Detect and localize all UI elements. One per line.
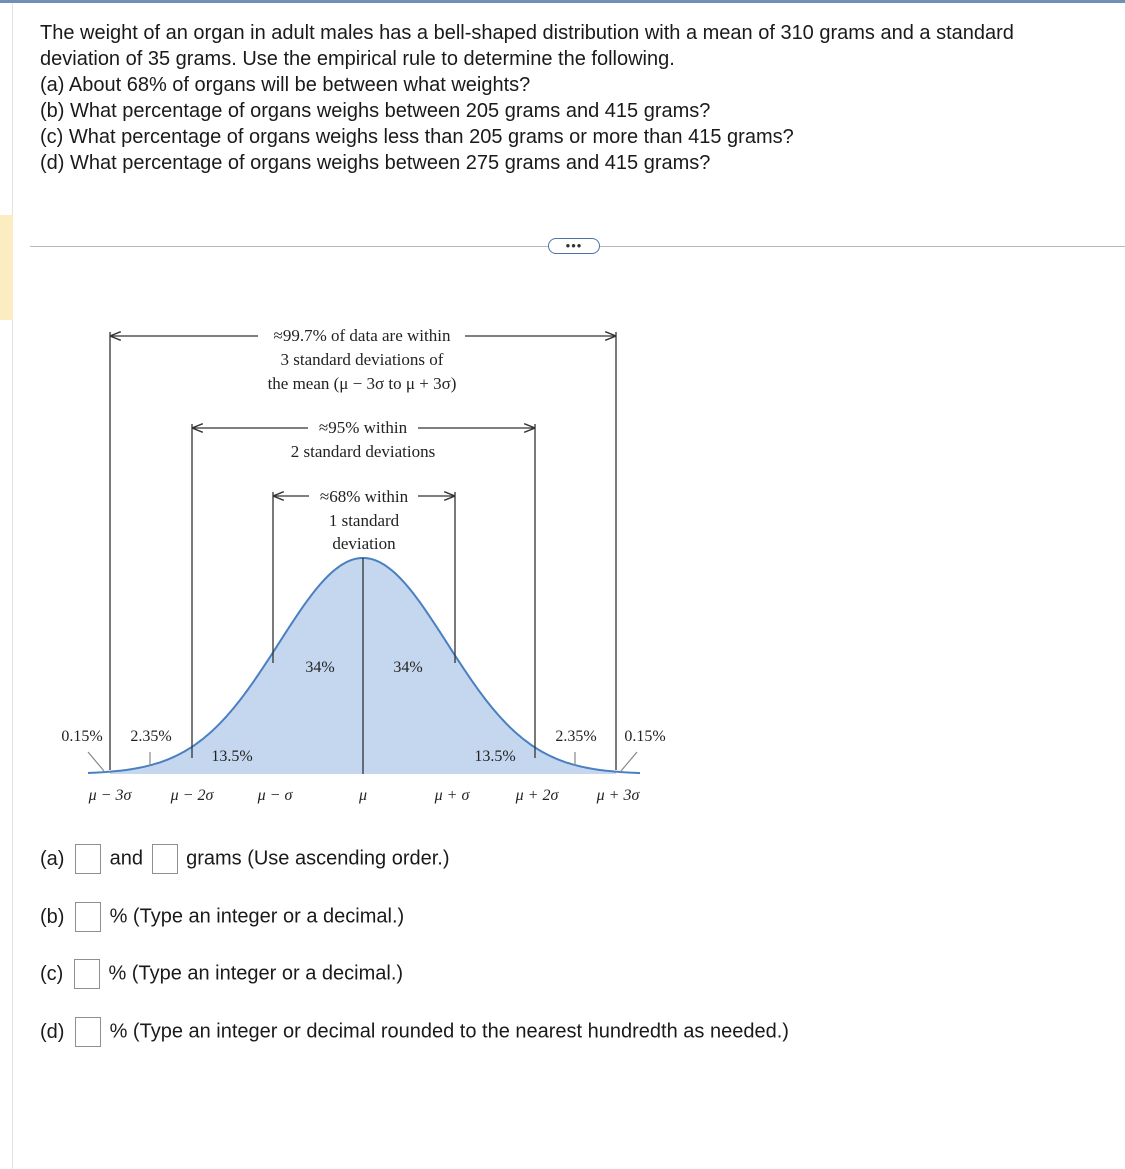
pct-center-left: 34%: [305, 659, 335, 676]
pct-second-right: 2.35%: [555, 728, 597, 745]
tick-minus-1sd: μ − σ: [257, 787, 293, 804]
answer-d-label: (d): [40, 1020, 65, 1043]
label-997-line3: the mean (μ − 3σ to μ + 3σ): [267, 374, 457, 393]
empirical-rule-figure: [0, 300, 720, 820]
question-line-1: The weight of an organ in adult males has a bell-shaped distribution with a mean of 310 grams and a standard: [40, 22, 1014, 44]
question-text: [40, 20, 1110, 176]
label-68-line2: 1 standard: [328, 511, 400, 530]
answer-row-d: [40, 1016, 789, 1046]
answer-a-suffix: grams (Use ascending order.): [186, 847, 450, 870]
answer-a-label: (a): [40, 847, 65, 870]
pct-second-left: 2.35%: [130, 728, 172, 745]
label-997-line2: 3 standard deviations of: [280, 350, 444, 369]
tick-plus-3sd: μ + 3σ: [596, 787, 640, 804]
leader-outer-left: [88, 752, 104, 771]
question-line-d: (d) What percentage of organs weighs between 275 grams and 415 grams?: [40, 152, 711, 174]
answer-row-a: [40, 843, 450, 873]
answer-b-input[interactable]: [75, 902, 101, 932]
answer-b-suffix: % (Type an integer or a decimal.): [109, 905, 405, 928]
answer-c-suffix: % (Type an integer or a decimal.): [108, 962, 404, 985]
tick-mean: μ: [358, 787, 368, 804]
more-options-button[interactable]: •••: [548, 238, 600, 254]
pct-outer-left: 0.15%: [61, 728, 103, 745]
answer-row-b: [40, 901, 404, 931]
label-68-line1: ≈68% within: [319, 487, 409, 506]
answer-a-lower-input[interactable]: [75, 844, 101, 874]
label-95-line2: 2 standard deviations: [290, 442, 436, 461]
answer-a-upper-input[interactable]: [152, 844, 178, 874]
question-line-b: (b) What percentage of organs weighs between 205 grams and 415 grams?: [40, 100, 711, 122]
label-997-line1: ≈99.7% of data are within: [273, 326, 451, 345]
tick-plus-1sd: μ + σ: [434, 787, 470, 804]
answer-c-label: (c): [40, 962, 64, 985]
label-95-line1: ≈95% within: [318, 418, 408, 437]
tick-minus-2sd: μ − 2σ: [170, 787, 214, 804]
answer-d-suffix: % (Type an integer or decimal rounded to the nearest hundredth as needed.): [109, 1020, 789, 1043]
tick-minus-3sd: μ − 3σ: [88, 787, 132, 804]
top-rule: [0, 0, 1125, 3]
question-line-a: (a) About 68% of organs will be between what weights?: [40, 74, 531, 96]
label-68-line3: deviation: [332, 534, 396, 553]
pct-third-left: 13.5%: [211, 748, 253, 765]
leader-outer-right: [621, 752, 637, 771]
question-line-2: deviation of 35 grams. Use the empirical rule to determine the following.: [40, 48, 675, 70]
answer-d-input[interactable]: [75, 1017, 101, 1047]
pct-third-right: 13.5%: [474, 748, 516, 765]
answer-b-label: (b): [40, 905, 65, 928]
answer-c-input[interactable]: [74, 959, 100, 989]
question-line-c: (c) What percentage of organs weighs less than 205 grams or more than 415 grams?: [40, 126, 794, 148]
pct-center-right: 34%: [393, 659, 423, 676]
answer-row-c: [40, 958, 403, 988]
tick-plus-2sd: μ + 2σ: [515, 787, 559, 804]
answer-a-and: and: [109, 847, 143, 870]
pct-outer-right: 0.15%: [624, 728, 666, 745]
